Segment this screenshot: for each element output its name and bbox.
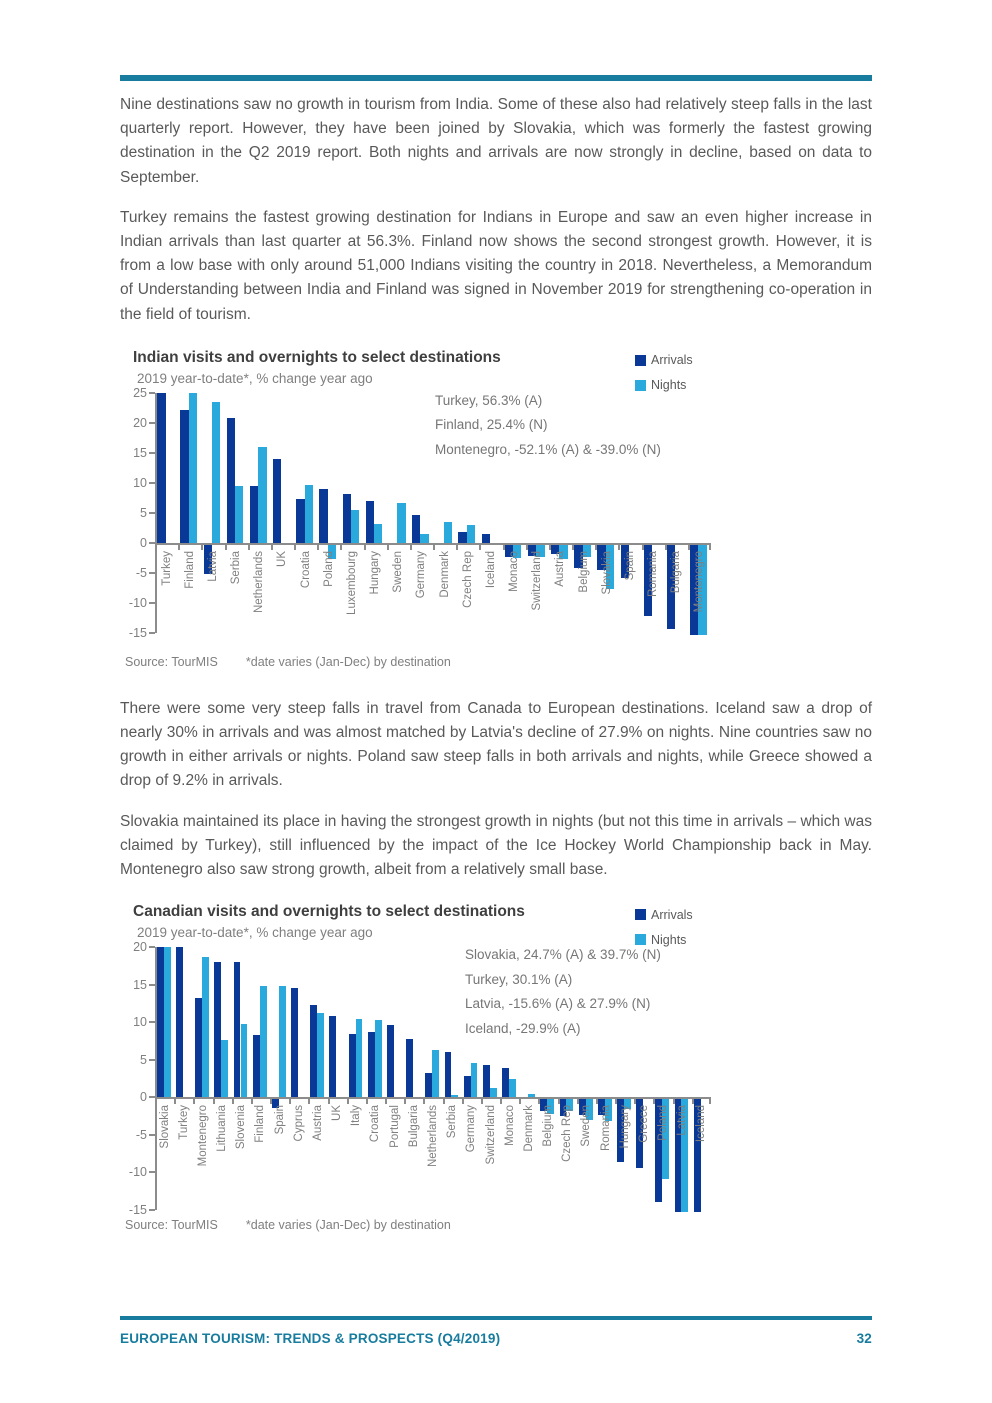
- footer-title: EUROPEAN TOURISM: TRENDS & PROSPECTS (Q4/2019): [120, 1331, 501, 1346]
- x-category-label: Finland: [254, 1105, 267, 1143]
- arrivals-swatch-icon: [635, 909, 646, 920]
- y-axis-label: -15: [128, 1202, 147, 1217]
- x-category-label: Romania: [599, 1105, 612, 1152]
- chart-canadian-visits: [120, 903, 872, 1232]
- x-axis-tick: [271, 545, 273, 550]
- source-note: *date varies (Jan-Dec) by destination: [245, 1217, 451, 1232]
- x-axis-tick: [595, 545, 597, 550]
- x-axis-tick: [251, 1099, 253, 1104]
- x-category-label: Montenegro: [693, 550, 706, 613]
- arrivals-bar-croatia: [296, 499, 304, 543]
- x-category-label: Luxembourg: [345, 550, 358, 615]
- x-category-label: Serbia: [446, 1105, 459, 1139]
- y-axis-label: -15: [128, 625, 147, 640]
- x-axis-tick: [642, 545, 644, 550]
- x-axis-tick: [232, 1099, 234, 1104]
- x-category-label: Latvia: [206, 550, 219, 582]
- y-axis-tick: [149, 632, 155, 634]
- x-axis-tick: [340, 545, 342, 550]
- nights-bar-luxembourg: [351, 510, 359, 542]
- annotation-line: Iceland, -29.9% (A): [465, 1020, 581, 1036]
- x-category-label: Switzerland: [531, 550, 544, 611]
- x-category-label: Germany: [465, 1105, 478, 1153]
- arrivals-bar-croatia: [368, 1032, 375, 1097]
- chart-subtitle: 2019 year-to-date*, % change year ago: [137, 370, 373, 386]
- x-axis-tick: [500, 1099, 502, 1104]
- arrivals-swatch-icon: [635, 355, 646, 366]
- page-footer: [120, 1316, 872, 1346]
- x-axis-tick: [385, 1099, 387, 1104]
- x-category-label: Turkey: [160, 550, 173, 586]
- x-axis-tick: [155, 545, 157, 550]
- x-axis-tick: [618, 545, 620, 550]
- y-axis-label: 15: [133, 445, 147, 460]
- y-axis-label: -5: [135, 565, 147, 580]
- nights-bar-finland: [260, 986, 267, 1098]
- x-category-label: Italy: [350, 1105, 363, 1127]
- annotation-line: Latvia, -15.6% (A) & 27.9% (N): [465, 996, 651, 1012]
- legend-label: Arrivals: [651, 907, 693, 922]
- x-axis-tick: [225, 545, 227, 550]
- y-axis-label: 20: [133, 940, 147, 955]
- x-axis-tick: [558, 1099, 560, 1104]
- nights-bar-croatia: [305, 485, 313, 543]
- y-axis-tick: [149, 984, 155, 986]
- x-axis-tick: [538, 1099, 540, 1104]
- x-axis-tick: [709, 1099, 711, 1104]
- source-note: *date varies (Jan-Dec) by destination: [245, 654, 451, 669]
- y-axis-label: 0: [140, 535, 147, 550]
- x-axis-tick: [387, 545, 389, 550]
- y-axis-tick: [149, 392, 155, 394]
- x-category-label: Sweden: [392, 550, 405, 593]
- x-category-label: Czech Rep: [461, 550, 474, 608]
- x-category-label: Latvia: [676, 1105, 689, 1136]
- x-category-label: Montenegro: [196, 1105, 209, 1167]
- x-axis-tick: [526, 545, 528, 550]
- arrivals-bar-germany: [464, 1076, 471, 1097]
- y-axis-tick: [149, 422, 155, 424]
- arrivals-bar-czech-rep: [458, 532, 466, 543]
- x-category-label: Belgium: [542, 1105, 555, 1147]
- nights-bar-germany: [420, 534, 428, 543]
- arrivals-bar-finland: [253, 1035, 260, 1097]
- x-axis-tick: [709, 545, 711, 550]
- source-label: Source: TourMIS: [125, 1217, 218, 1232]
- page-number: 32: [856, 1331, 872, 1346]
- arrivals-bar-lithuania: [214, 962, 221, 1097]
- plot-area: [128, 940, 711, 1217]
- arrivals-bar-slovakia: [157, 947, 164, 1097]
- x-axis-tick: [308, 1099, 310, 1104]
- legend-label: Nights: [651, 378, 687, 393]
- x-category-label: Netherlands: [253, 550, 266, 613]
- x-category-label: Serbia: [230, 550, 243, 585]
- y-axis-label: 20: [133, 415, 147, 430]
- annotation-line: Finland, 25.4% (N): [435, 417, 548, 433]
- x-category-label: Denmark: [438, 550, 451, 598]
- y-axis-tick: [149, 1021, 155, 1023]
- nights-bar-finland: [189, 393, 197, 543]
- y-axis-label: -10: [128, 595, 147, 610]
- x-category-label: Croatia: [369, 1105, 382, 1143]
- arrivals-bar-uk: [273, 459, 281, 543]
- annotation-line: Slovakia, 24.7% (A) & 39.7% (N): [465, 947, 661, 963]
- x-axis-tick: [317, 545, 319, 550]
- arrivals-bar-turkey: [176, 947, 183, 1097]
- x-axis-line: [155, 1097, 711, 1099]
- x-category-label: Poland: [657, 1105, 670, 1142]
- arrivals-bar-poland: [319, 489, 327, 543]
- nights-bar-serbia: [235, 486, 243, 542]
- arrivals-bar-hungary: [366, 501, 374, 543]
- y-axis-label: 10: [133, 475, 147, 490]
- x-axis-tick: [423, 1099, 425, 1104]
- x-axis-tick: [410, 545, 412, 550]
- arrivals-bar-switzerland: [483, 1065, 490, 1097]
- x-category-label: Slovakia: [158, 1105, 171, 1149]
- x-category-label: Sweden: [580, 1105, 593, 1147]
- x-axis-tick: [155, 1099, 157, 1104]
- x-axis-tick: [692, 1099, 694, 1104]
- paragraph-india-overview: Nine destinations saw no growth in tourism from India. Some of these also had relatively steep falls in the last quarterly report. However, they have been joined by Slovakia, which was formerly the fastest growing destination in the Q2 2019 report. Both nights and arrivals are now strongly in decline, based on data to September.: [120, 96, 872, 186]
- nights-bar-netherlands: [432, 1050, 439, 1097]
- x-axis-tick: [549, 545, 551, 550]
- x-axis-tick: [673, 1099, 675, 1104]
- annotation-line: Turkey, 56.3% (A): [435, 392, 543, 408]
- x-axis-tick: [347, 1099, 349, 1104]
- chart-source: [125, 655, 872, 669]
- y-axis-label: 0: [140, 1090, 147, 1105]
- nights-bar-lithuania: [221, 1040, 228, 1097]
- y-axis-tick: [149, 1209, 155, 1211]
- arrivals-bar-germany: [412, 515, 420, 543]
- arrivals-bar-portugal: [387, 1025, 394, 1097]
- nights-bar-hungary: [374, 524, 382, 543]
- nights-bar-sweden: [397, 503, 405, 543]
- arrivals-bar-monaco: [502, 1068, 509, 1097]
- legend-item-arrivals: [635, 348, 693, 373]
- chart-annotation: [465, 943, 661, 1041]
- x-category-label: Monaco: [508, 550, 521, 592]
- x-category-label: Belgium: [577, 550, 590, 593]
- x-category-label: UK: [276, 550, 289, 567]
- nights-bar-netherlands: [258, 447, 266, 542]
- x-category-label: Slovakia: [600, 550, 613, 595]
- arrivals-bar-turkey: [157, 393, 165, 543]
- x-axis-tick: [328, 1099, 330, 1104]
- x-category-label: Portugal: [388, 1105, 401, 1149]
- annotation-line: Montenegro, -52.1% (A) & -39.0% (N): [435, 441, 661, 457]
- nights-bar-switzerland: [490, 1088, 497, 1098]
- legend-label: Nights: [651, 932, 687, 947]
- footer-rule: [120, 1316, 872, 1320]
- x-axis-tick: [479, 545, 481, 550]
- y-axis-tick: [149, 572, 155, 574]
- x-category-label: Spain: [623, 550, 636, 581]
- paragraph-canada-overview: There were some very steep falls in travel from Canada to European destinations. Iceland saw a drop of nearly 30% in arrivals and was almost matched by Latvia's decline of 27.9% on nights. Nine countries saw no growth in either arrivals or nights. Poland saw steep falls in both arrivals and nights, while Greece showed a drop of 9.2% in arrivals.: [120, 699, 872, 790]
- nights-bar-monaco: [509, 1079, 516, 1097]
- x-category-label: Romania: [647, 550, 660, 597]
- x-category-label: Bulgaria: [407, 1105, 420, 1148]
- x-category-label: Bulgaria: [670, 550, 683, 594]
- x-category-label: Poland: [322, 550, 335, 587]
- legend-label: Arrivals: [651, 353, 693, 368]
- x-category-label: Hungary: [618, 1105, 631, 1149]
- chart-annotation: [435, 389, 661, 463]
- x-category-label: Spain: [273, 1105, 286, 1135]
- x-axis-tick: [433, 545, 435, 550]
- x-axis-tick: [653, 1099, 655, 1104]
- y-axis-tick: [149, 1171, 155, 1173]
- nights-bar-spain: [279, 986, 286, 1097]
- x-category-label: Slovenia: [235, 1105, 248, 1150]
- nights-bar-austria: [317, 1013, 324, 1098]
- x-axis-tick: [462, 1099, 464, 1104]
- y-axis-label: -5: [135, 1127, 147, 1142]
- x-category-label: Iceland: [484, 550, 497, 588]
- arrivals-bar-bulgaria: [406, 1039, 413, 1098]
- x-category-label: Greece: [637, 1105, 650, 1143]
- arrivals-bar-netherlands: [250, 486, 258, 543]
- y-axis-label: 10: [133, 1015, 147, 1030]
- y-axis-tick: [149, 512, 155, 514]
- x-axis-tick: [688, 545, 690, 550]
- y-axis-label: 5: [140, 1052, 147, 1067]
- top-rule: [120, 75, 872, 81]
- arrivals-bar-luxembourg: [343, 494, 351, 543]
- arrivals-bar-serbia: [445, 1052, 452, 1098]
- y-axis-tick: [149, 452, 155, 454]
- x-axis-tick: [596, 1099, 598, 1104]
- x-axis-tick: [572, 545, 574, 550]
- x-axis-tick: [174, 1099, 176, 1104]
- x-axis-tick: [615, 1099, 617, 1104]
- x-category-label: Hungary: [369, 550, 382, 595]
- nights-bar-slovakia: [164, 947, 171, 1097]
- x-category-label: Germany: [415, 550, 428, 599]
- nights-bar-denmark: [444, 522, 452, 543]
- x-axis-tick: [665, 545, 667, 550]
- chart-source: [125, 1218, 872, 1232]
- x-axis-tick: [634, 1099, 636, 1104]
- x-category-label: Lithuania: [216, 1105, 229, 1152]
- paragraph-india-turkey-finland: Turkey remains the fastest growing destination for Indians in Europe and saw an even higher increase in Indian arrivals than last quarter at 56.3%. Finland now shows the second strongest growth. However, it is from a low base with only around 51,000 Indians visiting the country in 2018. Nevertheless, a Memorandum of Understanding between India and Finland was signed in November 2019 for strengthening co-operation in the field of tourism.: [120, 208, 872, 323]
- x-category-label: Cyprus: [292, 1105, 305, 1142]
- x-axis-tick: [519, 1099, 521, 1104]
- x-category-label: Switzerland: [484, 1105, 497, 1165]
- y-axis-label: 25: [133, 385, 147, 400]
- arrivals-bar-finland: [180, 410, 188, 543]
- chart-title: Canadian visits and overnights to select destinations: [133, 903, 525, 921]
- source-label: Source: TourMIS: [125, 654, 218, 669]
- x-axis-tick: [577, 1099, 579, 1104]
- x-axis-tick: [178, 545, 180, 550]
- legend-item-arrivals: [635, 902, 693, 927]
- y-axis-tick: [149, 946, 155, 948]
- nights-bar-slovenia: [241, 1024, 248, 1098]
- nights-bar-czech-rep: [467, 525, 475, 543]
- x-axis-tick: [443, 1099, 445, 1104]
- y-axis-tick: [149, 1059, 155, 1061]
- x-axis-tick: [294, 545, 296, 550]
- x-axis-tick: [456, 545, 458, 550]
- arrivals-bar-italy: [349, 1034, 356, 1098]
- nights-bar-germany: [471, 1063, 478, 1098]
- y-axis-tick: [149, 1134, 155, 1136]
- x-axis-tick: [366, 1099, 368, 1104]
- arrivals-bar-cyprus: [291, 988, 298, 1098]
- x-category-label: Denmark: [522, 1105, 535, 1152]
- arrivals-bar-serbia: [227, 418, 235, 543]
- x-axis-tick: [270, 1099, 272, 1104]
- x-axis-tick: [404, 1099, 406, 1104]
- x-axis-tick: [364, 545, 366, 550]
- chart-subtitle: 2019 year-to-date*, % change year ago: [137, 925, 373, 941]
- y-axis-label: 15: [133, 977, 147, 992]
- x-category-label: Turkey: [177, 1105, 190, 1140]
- arrivals-bar-netherlands: [425, 1073, 432, 1097]
- x-axis-tick: [503, 545, 505, 550]
- nights-bar-croatia: [375, 1020, 382, 1097]
- chart-indian-visits: [120, 349, 872, 669]
- y-axis-label: -10: [128, 1165, 147, 1180]
- nights-bar-montenegro: [202, 957, 209, 1097]
- y-axis-tick: [149, 602, 155, 604]
- nights-bar-italy: [356, 1019, 363, 1097]
- arrivals-bar-montenegro: [195, 998, 202, 1098]
- x-category-label: Croatia: [299, 550, 312, 588]
- y-axis-tick: [149, 482, 155, 484]
- arrivals-bar-slovenia: [234, 962, 241, 1097]
- x-category-label: UK: [331, 1105, 344, 1122]
- x-category-label: Monaco: [503, 1105, 516, 1147]
- arrivals-bar-austria: [310, 1005, 317, 1097]
- paragraph-canada-slovakia: Slovakia maintained its place in having the strongest growth in nights (but not this time in arrivals – which was claimed by Turkey), still influenced by the impact of the Ice Hockey World Championship back in May. Montenegro also saw strong growth, albeit from a relatively small base.: [120, 812, 872, 879]
- nights-bar-latvia: [212, 402, 220, 542]
- x-category-label: Czech Rep: [561, 1105, 574, 1163]
- x-category-label: Finland: [183, 550, 196, 589]
- x-axis-tick: [201, 545, 203, 550]
- annotation-line: Turkey, 30.1% (A): [465, 971, 573, 987]
- arrivals-bar-iceland: [482, 534, 490, 543]
- x-axis-tick: [213, 1099, 215, 1104]
- x-category-label: Austria: [554, 550, 567, 587]
- x-axis-tick: [193, 1099, 195, 1104]
- x-axis-tick: [289, 1099, 291, 1104]
- arrivals-bar-uk: [329, 1016, 336, 1097]
- chart-title: Indian visits and overnights to select destinations: [133, 348, 501, 366]
- x-axis-tick: [481, 1099, 483, 1104]
- y-axis-label: 5: [140, 505, 147, 520]
- x-category-label: Austria: [311, 1105, 324, 1142]
- x-category-label: Iceland: [695, 1105, 708, 1143]
- x-axis-tick: [248, 545, 250, 550]
- x-category-label: Netherlands: [427, 1105, 439, 1168]
